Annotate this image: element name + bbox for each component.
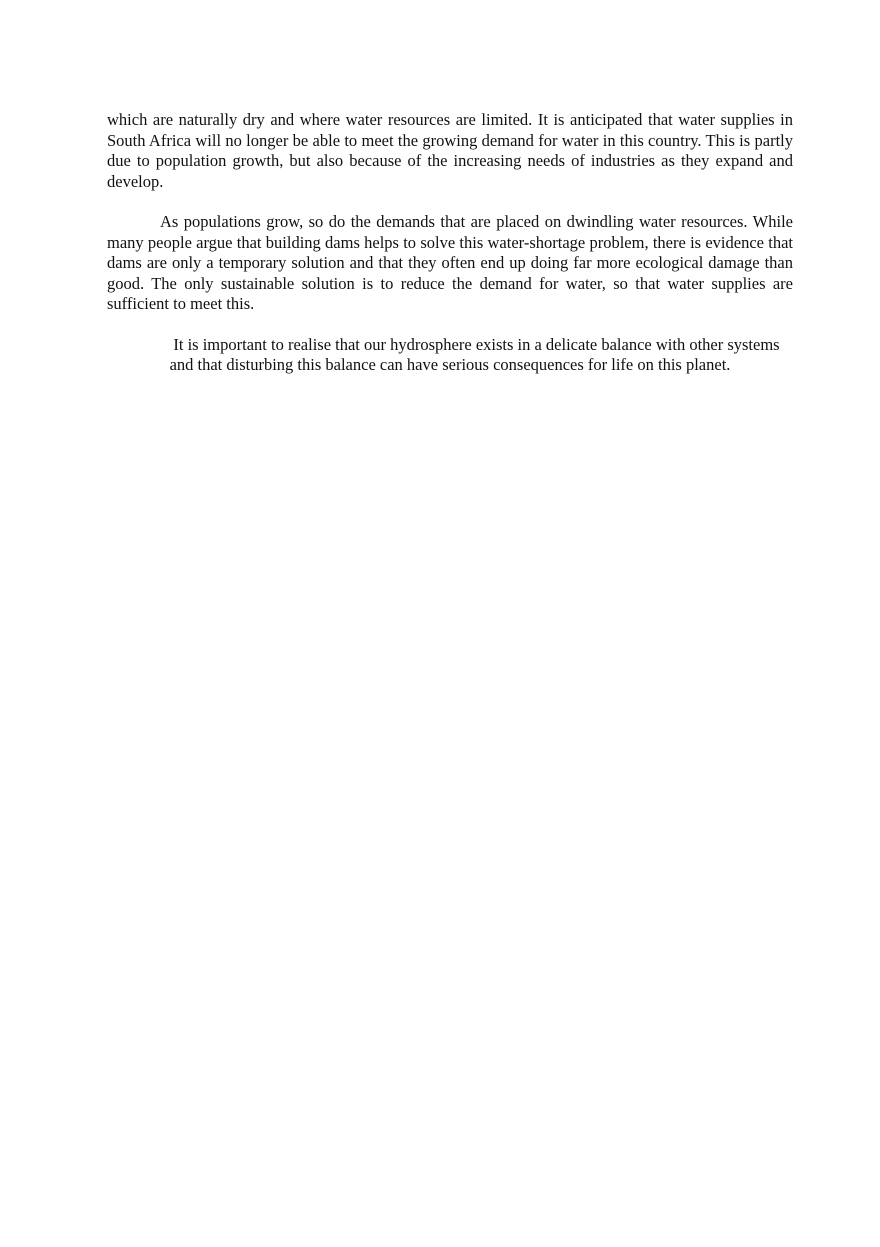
document-body — [107, 110, 793, 376]
paragraph-hydrosphere-balance: It is important to realise that our hydrosphere exists in a delicate balance with other systems and that disturbing this balance can have serious consequences for life on this planet. — [169, 334, 780, 374]
paragraph-dams: As populations grow, so do the demands that are placed on dwindling water resources. While many people argue that building dams helps to solve this water-shortage problem, there is evidence that dams are only a temporary solution and that they often end up doing far more ecological damage than good. The only sustainable solution is to reduce the demand for water, so that water supplies are sufficient to meet this. — [107, 212, 793, 313]
paragraph-water-supply: which are naturally dry and where water resources are limited. It is anticipated that water supplies in South Africa will no longer be able to meet the growing demand for water in this country. This is partly due to population growth, but also because of the increasing needs of industries as they expand and develop. — [107, 110, 793, 191]
